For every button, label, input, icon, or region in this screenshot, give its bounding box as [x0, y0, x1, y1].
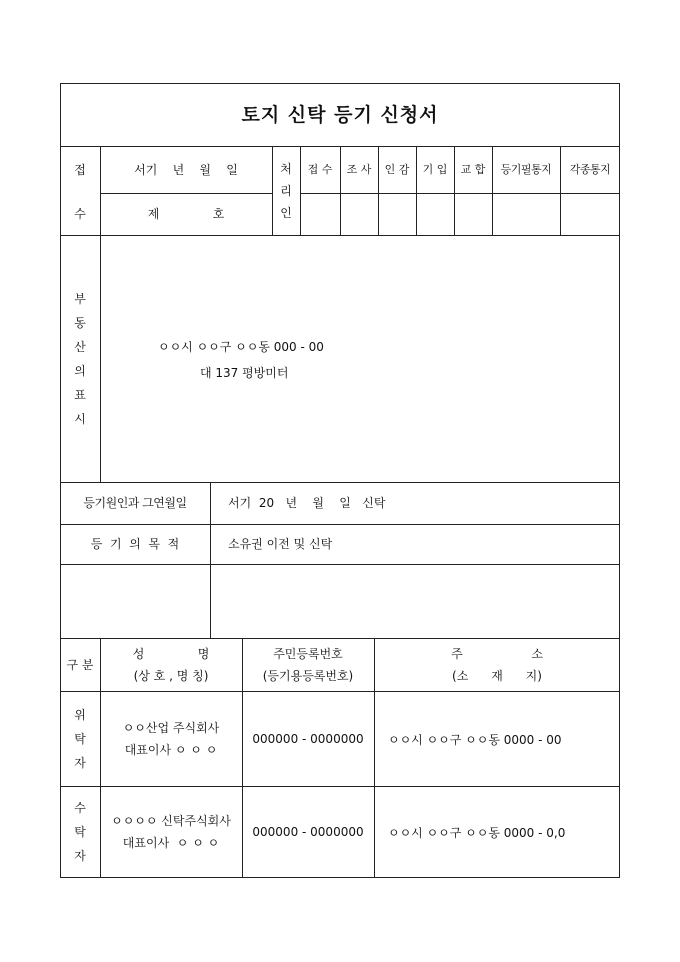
trustee-address: ㅇㅇ시 ㅇㅇ구 ㅇㅇ동 0000 - 0,0: [388, 826, 566, 840]
name-header-line: 성 명: [132, 646, 210, 661]
registration-cause-label: 등기원인과 그연월일: [83, 496, 187, 510]
parties-id-header: [242, 638, 374, 691]
trustee-id: 000000 - 0000000: [252, 825, 364, 839]
parties-address-header: [374, 638, 620, 691]
form-title: 토지 신탁 등기 신청서: [241, 103, 439, 126]
id-header-line: (등기용등록번호): [262, 668, 354, 683]
truster-id: 000000 - 0000000: [252, 731, 364, 746]
property-land: 대 137 평방미터: [200, 366, 289, 380]
address-header-line: 주 소: [451, 646, 543, 661]
property-label-char: 부: [74, 291, 86, 306]
reception-label: 접: [74, 162, 86, 177]
trustee-representative: 대표이사 ㅇ ㅇ ㅇ: [122, 836, 220, 850]
address-header-line: (소 재 지): [452, 668, 542, 683]
trustee-name: [100, 786, 242, 878]
processing-step-collation: 교 합: [460, 162, 486, 176]
name-header-line: (상 호 , 명 칭): [133, 668, 209, 683]
truster-address: ㅇㅇ시 ㅇㅇ구 ㅇㅇ동 0000 - 00: [388, 733, 562, 747]
divider: [100, 235, 101, 482]
trustee-label-char: 자: [74, 849, 86, 863]
divider: [60, 564, 620, 565]
truster-name: [100, 691, 242, 786]
processing-label: 처 리 인: [280, 161, 292, 220]
registration-cause-value: 서기 20 년 월 일 신탁: [228, 496, 386, 510]
trustee-label: [60, 786, 100, 878]
processing-step-reception: 접 수: [307, 162, 333, 176]
truster-label-char: 탁: [74, 731, 86, 746]
reception-date: 서기 년 월 일: [134, 162, 238, 177]
truster-company: ㅇㅇ산업 주식회사: [122, 720, 220, 735]
registration-purpose-label: 등 기 의 목 적: [90, 537, 180, 551]
property-label-char: 시: [74, 411, 86, 426]
trustee-company: ㅇㅇㅇㅇ 신탁주식회사: [111, 814, 231, 828]
divider: [300, 193, 620, 194]
property-label-char: 동: [74, 315, 86, 330]
divider: [60, 235, 620, 236]
reception-number: 제 호: [147, 207, 225, 221]
trustee-label-char: 탁: [74, 825, 86, 839]
truster-label: [60, 691, 100, 786]
truster-label-char: 자: [74, 755, 86, 770]
processing-step-completion-notice: 등기필통지: [500, 162, 552, 176]
property-label-char: 산: [74, 339, 86, 354]
property-address: ㅇㅇ시 ㅇㅇ구 ㅇㅇ동 000 - 00: [158, 340, 324, 354]
processing-step-entry: 기 입: [422, 162, 448, 176]
parties-division-header: 구 분: [66, 657, 94, 672]
processing-step-seal: 인 감: [384, 162, 410, 176]
truster-label-char: 위: [74, 707, 86, 722]
property-label-char: 표: [74, 387, 86, 402]
id-header-line: 주민등록번호: [273, 646, 343, 661]
processing-step-inspection: 조 사: [346, 162, 372, 176]
property-label: [60, 235, 100, 482]
parties-name-header: [100, 638, 242, 691]
registration-purpose-value: 소유권 이전 및 신탁: [228, 537, 333, 551]
property-label-char: 의: [74, 363, 86, 378]
trustee-label-char: 수: [74, 801, 86, 815]
truster-representative: 대표이사 ㅇ ㅇ ㅇ: [124, 742, 218, 757]
reception-label: 수: [74, 207, 86, 221]
processing-step-notices: 각종통지: [569, 162, 611, 176]
divider: [210, 482, 211, 638]
